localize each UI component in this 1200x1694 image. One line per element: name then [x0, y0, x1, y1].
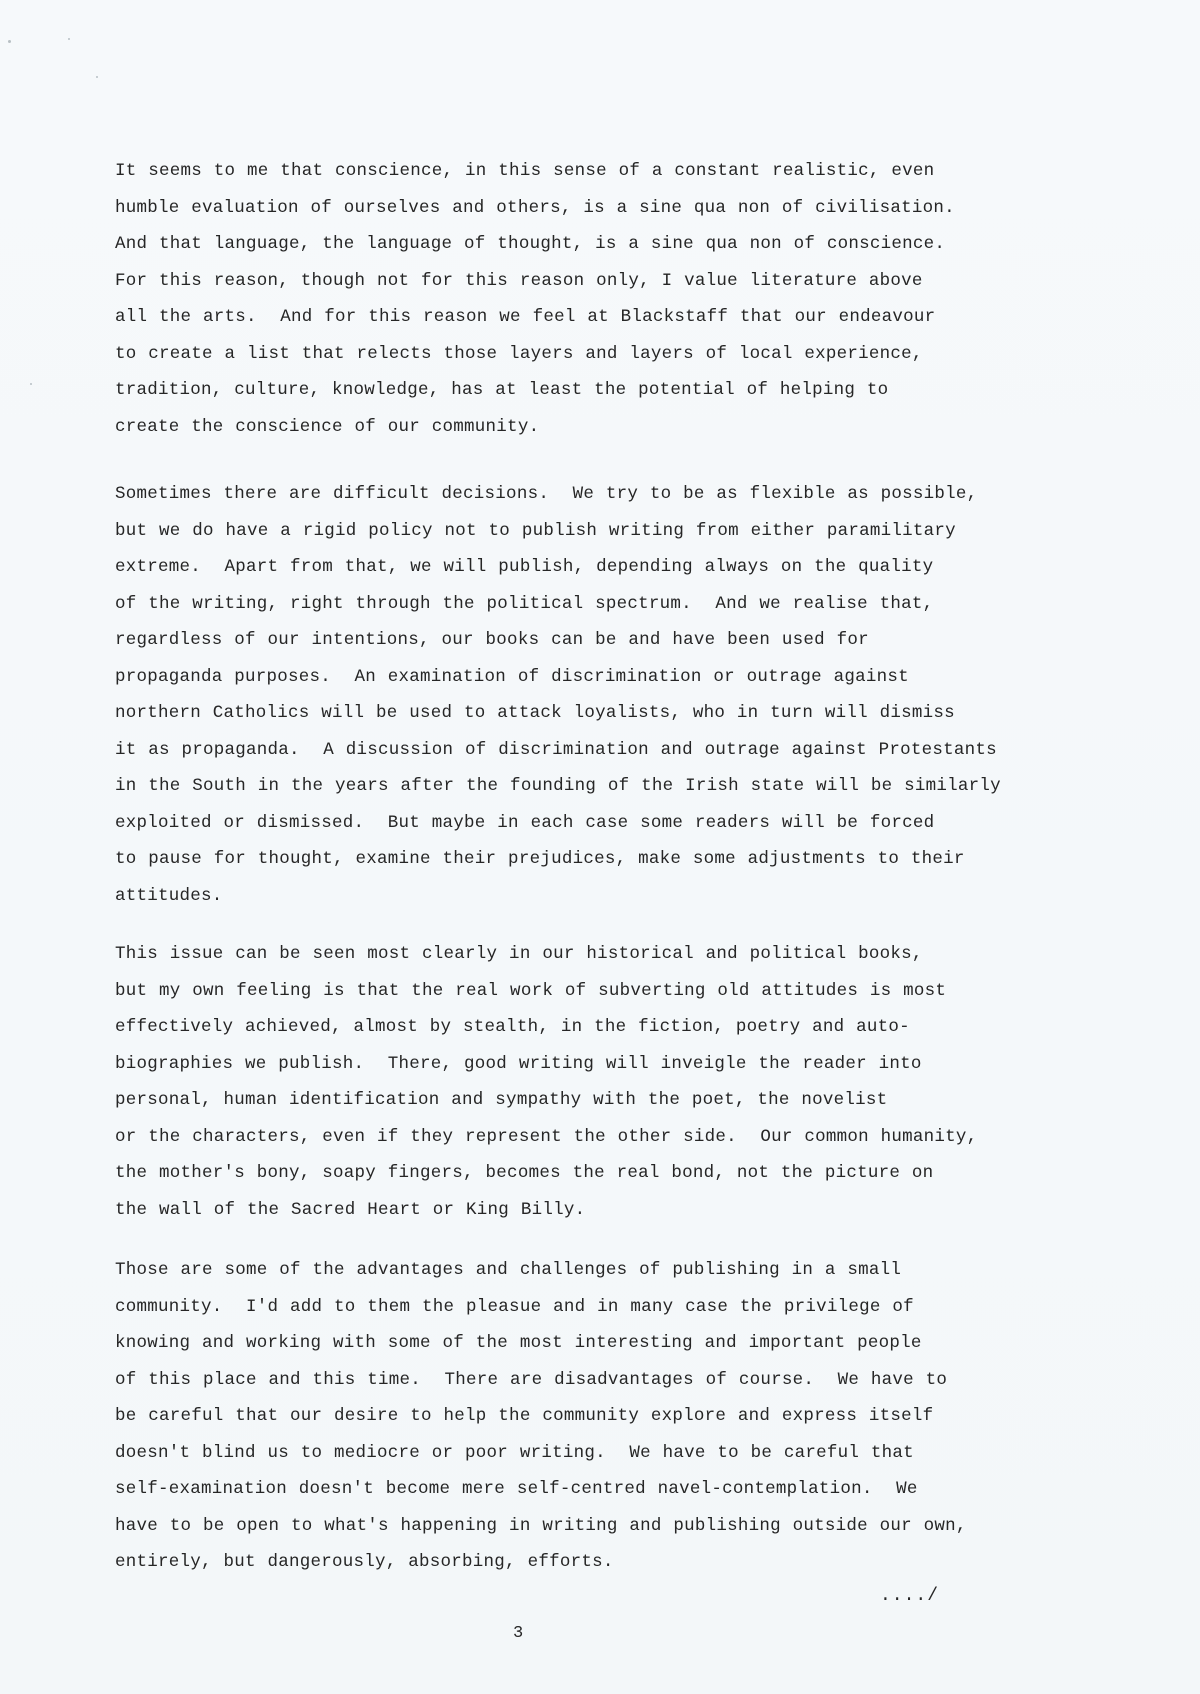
text-line: Those are some of the advantages and challenges of publishing in a small — [115, 1260, 902, 1280]
paragraph-conscience — [115, 153, 1135, 445]
text-line: doesn't blind us to mediocre or poor writing. We have to be careful that — [115, 1442, 914, 1463]
text-line: And that language, the language of thought, is a sine qua non of conscience. — [115, 234, 946, 254]
text-line: attitudes. — [115, 885, 223, 906]
text-line: biographies we publish. There, good writing will inveigle the reader into — [115, 1053, 922, 1074]
paragraph-advantages-challenges — [115, 1252, 1135, 1581]
paper-speck — [30, 383, 32, 385]
text-line: extreme. Apart from that, we will publish, depending always on the quality — [115, 557, 934, 577]
text-line: self-examination doesn't become mere self-centred navel-contemplation. We — [115, 1479, 918, 1499]
text-line: northern Catholics will be used to attack loyalists, who in turn will dismiss — [115, 703, 955, 723]
text-line: have to be open to what's happening in writing and publishing outside our own, — [115, 1515, 967, 1536]
paper-speck — [68, 38, 70, 40]
text-line: Sometimes there are difficult decisions. We try to be as flexible as possible, — [115, 484, 978, 504]
text-line: the mother's bony, soapy fingers, becomes the real bond, not the picture on — [115, 1163, 934, 1183]
text-line: in the South in the years after the founding of the Irish state will be similarly — [115, 776, 1001, 796]
text-line: to create a list that relects those layers and layers of local experience, — [115, 343, 923, 364]
paragraph-subverting-attitudes — [115, 936, 1135, 1228]
text-line: entirely, but dangerously, absorbing, efforts. — [115, 1552, 614, 1572]
text-line: be careful that our desire to help the community explore and express itself — [115, 1406, 934, 1426]
text-line: tradition, culture, knowledge, has at least the potential of helping to — [115, 380, 889, 400]
paper-speck — [8, 40, 11, 43]
text-line: create the conscience of our community. — [115, 416, 540, 437]
text-line: regardless of our intentions, our books can be and have been used for — [115, 630, 869, 650]
page-number: 3 — [513, 1624, 524, 1643]
text-line: knowing and working with some of the most interesting and important people — [115, 1333, 922, 1353]
text-line: to pause for thought, examine their prejudices, make some adjustments to their — [115, 849, 965, 869]
text-line: but my own feeling is that the real work of subverting old attitudes is most — [115, 980, 947, 1001]
text-line: effectively achieved, almost by stealth, in the fiction, poetry and auto- — [115, 1017, 910, 1037]
text-line: the wall of the Sacred Heart or King Billy. — [115, 1199, 586, 1220]
text-line: of the writing, right through the political spectrum. And we realise that, — [115, 593, 934, 614]
paper-speck — [96, 76, 98, 78]
text-line: or the characters, even if they represent the other side. Our common humanity, — [115, 1126, 978, 1147]
text-line: propaganda purposes. An examination of discrimination or outrage against — [115, 666, 909, 687]
text-line: For this reason, though not for this reason only, I value literature above — [115, 270, 923, 291]
text-line: community. I'd add to them the pleasue and in many case the privilege of — [115, 1296, 914, 1317]
paragraph-difficult-decisions — [115, 476, 1135, 914]
text-line: of this place and this time. There are disadvantages of course. We have to — [115, 1369, 948, 1390]
text-line: personal, human identification and sympathy with the poet, the novelist — [115, 1090, 888, 1110]
text-line: exploited or dismissed. But maybe in each case some readers will be forced — [115, 812, 935, 833]
text-line: but we do have a rigid policy not to publish writing from either paramilitary — [115, 520, 956, 541]
text-line: This issue can be seen most clearly in our historical and political books, — [115, 944, 923, 964]
text-line: humble evaluation of ourselves and others, is a sine qua non of civilisation. — [115, 197, 955, 218]
text-line: it as propaganda. A discussion of discrimination and outrage against Protestants — [115, 739, 997, 760]
continuation-mark: ..../ — [880, 1586, 940, 1606]
text-line: all the arts. And for this reason we feel at Blackstaff that our endeavour — [115, 307, 936, 327]
text-line: It seems to me that conscience, in this sense of a constant realistic, even — [115, 161, 935, 181]
